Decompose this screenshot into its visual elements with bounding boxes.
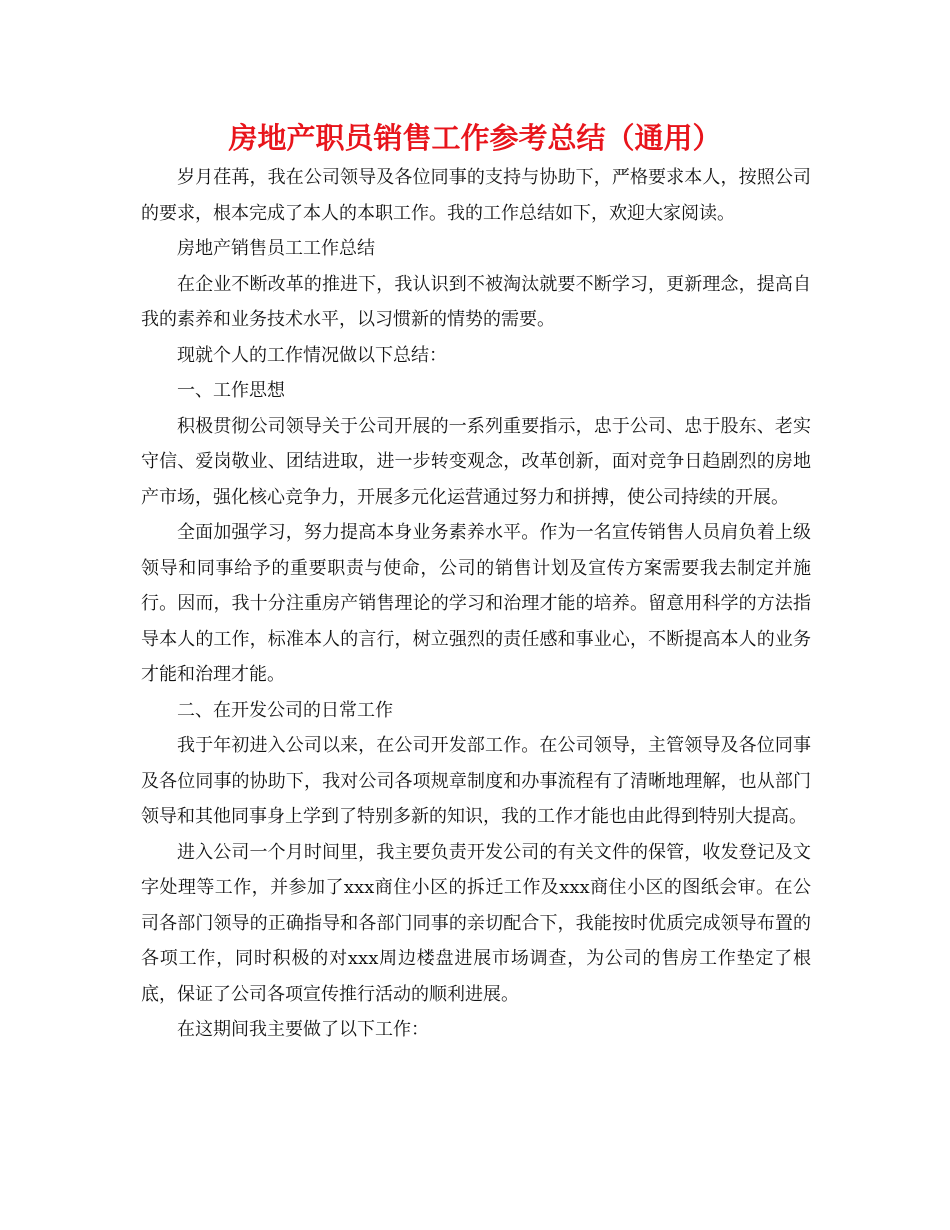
paragraph-study: 全面加强学习，努力提高本身业务素养水平。作为一名宣传销售人员肩负着上级领导和同事给予的重要职责与使命，公司的销售计划及宣传方案需要我去制定并施行。因而，我十分注重房产销售理论的学习和治理才能的培养。留意用科学的方法指导本人的工作，标准本人的言行，树立强烈的责任感和事业心，不断提高本人的业务才能和治理才能。 [141, 522, 811, 685]
paragraph-learning: 在企业不断改革的推进下，我认识到不被淘汰就要不断学习，更新理念，提高自我的素养和业务技术水平，以习惯新的情势的需要。 [141, 273, 811, 330]
paragraph-work-thought: 积极贯彻公司领导关于公司开展的一系列重要指示，忠于公司、忠于股东、老实守信、爱岗敬业、团结进取，进一步转变观念，改革创新，面对竞争日趋剧烈的房地产市场，强化核心竞争力，开展多元化运营通过努力和拼搏，使公司持续的开展。 [141, 415, 811, 508]
document-body [141, 160, 811, 1048]
paragraph-subtitle: 房地产销售员工工作总结 [177, 238, 375, 259]
paragraph-period-lead: 在这期间我主要做了以下工作： [177, 1019, 429, 1040]
paragraph-summary-lead: 现就个人的工作情况做以下总结： [177, 344, 447, 366]
paragraph-first-month: 进入公司一个月时间里，我主要负责开发公司的有关文件的保管，收发登记及文字处理等工作，并参加了xxx商住小区的拆迁工作及xxx商住小区的图纸会审。在公司各部门领导的正确指导和各部门同事的亲切配合下，我能按时优质完成领导布置的各项工作，同时积极的对xxx周边楼盘进展市场调查，为公司的售房工作垫定了根底，保证了公司各项宣传推行活动的顺利进展。 [141, 841, 811, 1005]
document-title: 房地产职员销售工作参考总结（通用） [228, 121, 722, 155]
section-heading-1: 一、工作思想 [177, 380, 285, 401]
paragraph-daily-work: 我于年初进入公司以来，在公司开发部工作。在公司领导，主管领导及各位同事及各位同事的协助下，我对公司各项规章制度和办事流程有了清晰地理解，也从部门领导和其他同事身上学到了特别多新的知识，我的工作才能也由此得到特别大提高。 [141, 735, 811, 827]
section-heading-2: 二、在开发公司的日常工作 [177, 699, 393, 721]
paragraph-intro: 岁月荏苒，我在公司领导及各位同事的支持与协助下，严格要求本人，按照公司的要求，根本完成了本人的本职工作。我的工作总结如下，欢迎大家阅读。 [141, 167, 811, 224]
